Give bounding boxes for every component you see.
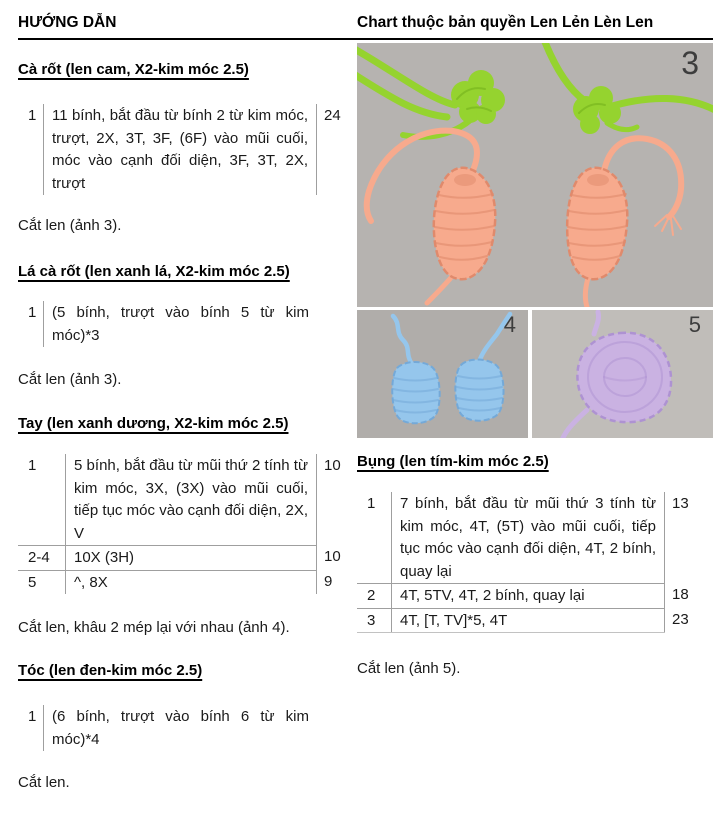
section-heading-belly: Bụng (len tím-kim móc 2.5) — [357, 453, 549, 470]
instruction-cell: 11 bính, bắt đầu từ bính 2 từ kim móc, trượt, 2X, 3T, 3F, (6F) vào mũi cuối, móc vào cạnh đối diện, 3F, 3T, 2X, trượt — [43, 104, 317, 195]
photo-carrot-pieces — [357, 43, 713, 307]
page-title: HƯỚNG DẪN — [18, 14, 117, 31]
instruction-cell: 4T, 5TV, 4T, 2 bính, quay lại — [391, 583, 665, 608]
copyright-title: Chart thuộc bản quyền Len Lẻn Lèn Len — [357, 14, 654, 31]
stitch-count-cell: 9 — [324, 572, 333, 590]
pattern-table-hair — [18, 705, 345, 751]
table-bottom-rule — [357, 632, 665, 633]
pattern-table-arm — [18, 454, 345, 594]
instruction-cell: 7 bính, bắt đầu từ mũi thứ 3 tính từ kim móc, 4T, (5T) vào mũi cuối, tiếp tục móc vào cạnh đối diện, 4T, 2 bính, quay lại — [391, 492, 665, 583]
photo-arm-pieces — [357, 310, 528, 438]
belly-piece-illustration — [532, 310, 713, 438]
row-number-cell: 3 — [357, 608, 391, 633]
note-cut-yarn: Cắt len (ảnh 3). — [18, 371, 122, 388]
row-number-cell: 1 — [28, 304, 37, 321]
photo-number-label: 3 — [681, 45, 699, 81]
instruction-cell: 10X (3H) — [65, 545, 317, 570]
section-heading-carrot: Cà rốt (len cam, X2-kim móc 2.5) — [18, 61, 249, 78]
instruction-cell: (5 bính, trượt vào bính 5 từ kim móc)*3 — [43, 301, 317, 347]
note-cut-yarn: Cắt len (ảnh 3). — [18, 217, 122, 234]
pattern-table-carrot-leaf — [18, 301, 345, 347]
stitch-count-cell: 18 — [672, 586, 689, 603]
row-number-cell: 2 — [357, 583, 391, 608]
row-number-cell: 1 — [28, 107, 37, 124]
pattern-table-carrot — [18, 104, 345, 195]
left-column — [18, 0, 345, 793]
photo-belly-piece — [532, 310, 713, 438]
instruction-cell: 5 bính, bắt đầu từ mũi thứ 2 tính từ kim móc, 3X, (3X) vào mũi cuối, tiếp tục móc vào cạnh đối diện, 2X, V — [65, 454, 317, 545]
arm-pieces-illustration — [357, 310, 528, 438]
instruction-cell: ^, 8X — [65, 570, 317, 595]
instruction-cell: (6 bính, trượt vào bính 6 từ kim móc)*4 — [43, 705, 317, 751]
stitch-count-cell: 10 — [324, 457, 341, 474]
row-number-cell: 1 — [28, 708, 37, 725]
note-sew-edges: Cắt len, khâu 2 mép lại với nhau (ảnh 4). — [18, 619, 290, 636]
section-heading-hair: Tóc (len đen-kim móc 2.5) — [18, 662, 203, 679]
photo-number-label: 4 — [503, 312, 516, 337]
row-number-cell: 2-4 — [18, 545, 65, 570]
note-cut-yarn: Cắt len. — [18, 774, 70, 791]
stitch-count-cell: 24 — [324, 107, 341, 124]
stitch-count-cell: 23 — [672, 610, 689, 628]
section-belly — [357, 452, 713, 679]
section-heading-arm: Tay (len xanh dương, X2-kim móc 2.5) — [18, 415, 289, 432]
carrot-pieces-illustration — [357, 43, 713, 307]
section-heading-carrot-leaf: Lá cà rốt (len xanh lá, X2-kim móc 2.5) — [18, 263, 290, 280]
instruction-cell: 4T, [T, TV]*5, 4T — [391, 608, 665, 633]
row-number-cell: 1 — [28, 457, 37, 474]
pattern-table-belly — [357, 492, 713, 633]
row-number-cell: 5 — [18, 570, 65, 595]
row-number-cell: 1 — [367, 495, 376, 512]
photo-number-label: 5 — [688, 312, 701, 337]
note-cut-yarn: Cắt len (ảnh 5). — [357, 660, 461, 677]
stitch-count-cell: 10 — [324, 548, 341, 565]
stitch-count-cell: 13 — [672, 495, 689, 512]
